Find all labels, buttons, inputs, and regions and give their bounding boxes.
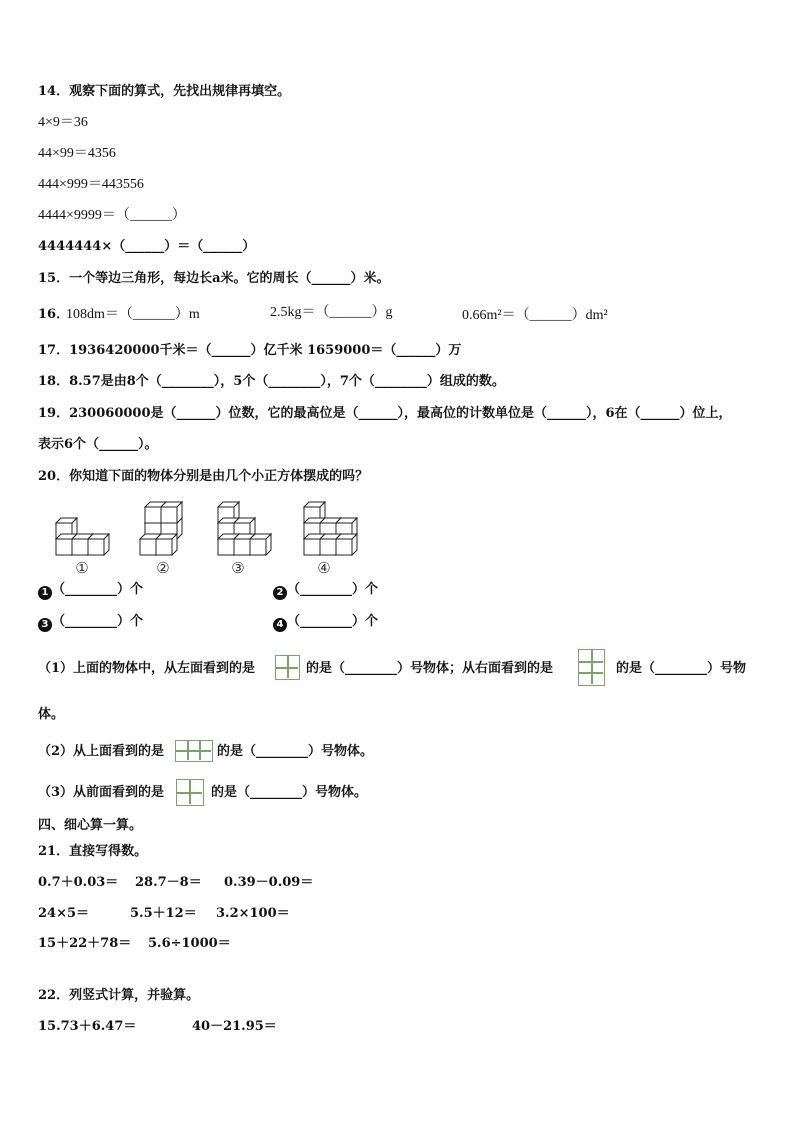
q20-answer-2: 2 （________）个 [273, 582, 378, 600]
q20-sub1-b: 的是（________）号物体；从右面看到的是 [306, 661, 554, 676]
left-view-icon [275, 655, 300, 680]
figure-3 [218, 502, 271, 555]
q20-sub3-a: （3）从前面看到的是 [38, 785, 165, 800]
q21-item: 5.6÷1000＝ [148, 936, 231, 951]
q21-title: 21．直接写得数。 [38, 844, 148, 859]
q16-number: 16． [38, 307, 70, 322]
q19-line2: 表示6个（______）。 [38, 437, 158, 452]
q14-title: 14．观察下面的算式，先找出规律再填空。 [38, 84, 291, 99]
q20-answer-1: 1 （________）个 [38, 582, 143, 600]
q21-item: 0.39－0.09＝ [224, 875, 314, 890]
q21-item: 5.5＋12＝ [130, 906, 197, 921]
q20-title: 20．你知道下面的物体分别是由几个小正方体摆成的吗？ [38, 469, 369, 484]
figure-label-3: ③ [231, 561, 245, 577]
q20-answer-3: 3 （________）个 [38, 614, 143, 632]
figure-label-4: ④ [317, 561, 331, 577]
section-4-title: 四、细心算一算。 [38, 818, 143, 833]
figure-4 [304, 502, 357, 555]
right-view-icon [578, 649, 605, 686]
figure-1 [56, 518, 109, 555]
q20-sub1-d: 体。 [38, 707, 65, 722]
q15: 15．一个等边三角形，每边长a米。它的周长（______）米。 [38, 271, 390, 286]
q21-item: 28.7－8＝ [135, 875, 202, 890]
front-view-icon [176, 779, 204, 806]
q18: 18．8.57是由8个（________），5个（________），7个（________）组成的数。 [38, 374, 505, 389]
q20-sub3-b: 的是（________）号物体。 [211, 785, 368, 800]
q14-line5: 4444444×（______）＝（______） [38, 239, 256, 254]
q16-b: 2.5kg＝（______）g [270, 305, 393, 320]
q20-sub2-b: 的是（________）号物体。 [217, 744, 374, 759]
q22-title: 22．列竖式计算，并验算。 [38, 988, 200, 1003]
q21-item: 24×5＝ [38, 906, 90, 921]
q20-sub1-c: 的是（________）号物 [616, 661, 747, 676]
q16-c: 0.66m²＝（______）dm² [462, 308, 608, 323]
q22-item: 40－21.95＝ [192, 1019, 277, 1034]
q20-answer-4: 4 （________）个 [273, 614, 378, 632]
q20-sub1-a: （1）上面的物体中，从左面看到的是 [38, 661, 256, 676]
q21-item: 0.7＋0.03＝ [38, 875, 119, 890]
q14-line2: 44×99＝4356 [38, 146, 116, 161]
q21-item: 15＋22＋78＝ [38, 936, 132, 951]
q22-item: 15.73＋6.47＝ [38, 1019, 137, 1034]
figure-label-2: ② [156, 561, 170, 577]
q14-line3: 444×999＝443556 [38, 177, 144, 192]
q20-sub2-a: （2）从上面看到的是 [38, 744, 165, 759]
cube-figures [40, 495, 370, 577]
q14-line4: 4444×9999＝（______） [38, 208, 186, 223]
q16-a: 108dm＝（______）m [66, 307, 200, 322]
q19-line1: 19．230060000是（______）位数，它的最高位是（______），最高位的计数单位是（______），6在（______）位上， [38, 406, 732, 421]
q17: 17．1936420000千米＝（______）亿千米 1659000＝（______）万 [38, 343, 462, 358]
figure-label-1: ① [75, 561, 89, 577]
figure-2 [140, 502, 182, 555]
q21-item: 3.2×100＝ [216, 906, 290, 921]
top-view-icon [175, 740, 213, 762]
q14-line1: 4×9＝36 [38, 115, 88, 130]
